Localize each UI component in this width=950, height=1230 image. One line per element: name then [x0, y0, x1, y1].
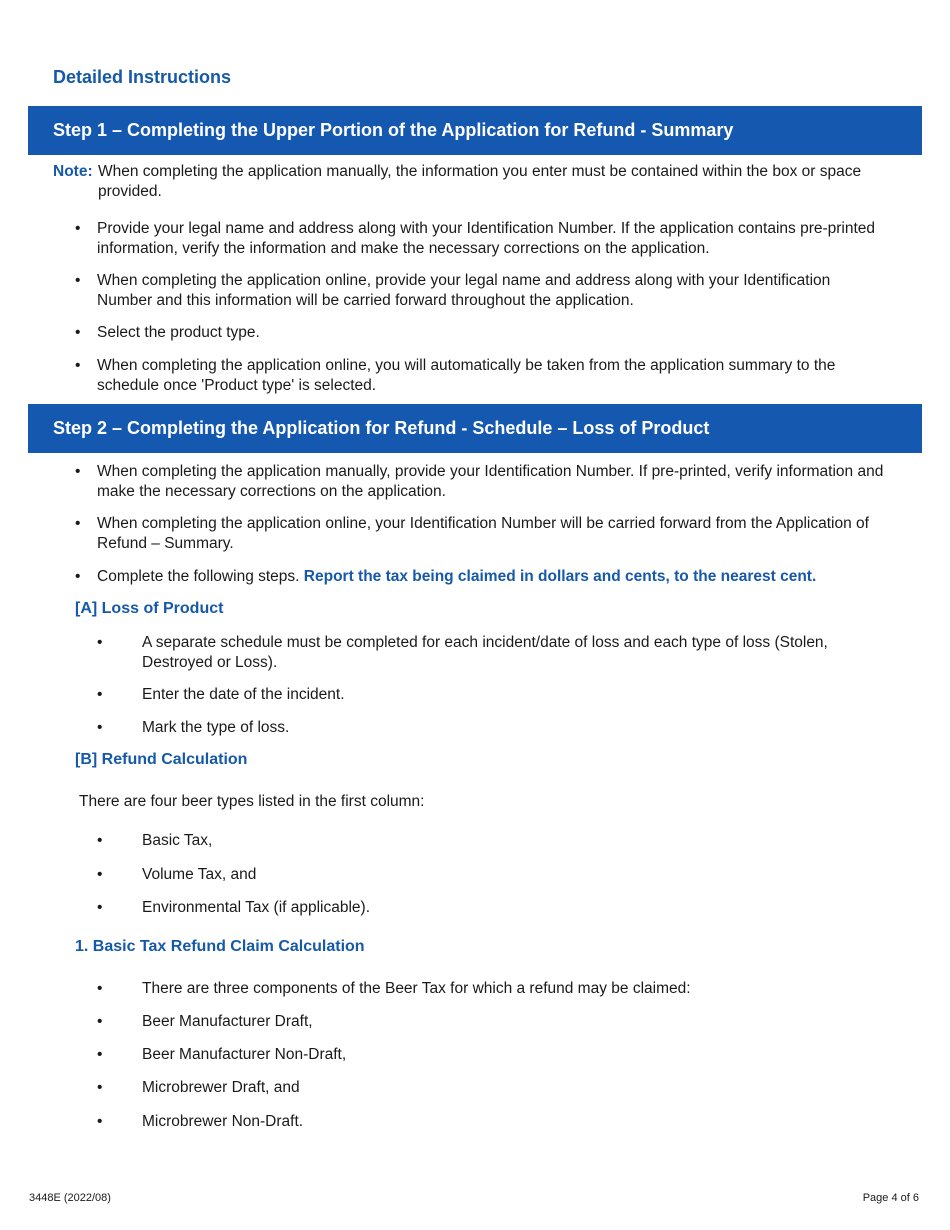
basic-item: Beer Manufacturer Draft, [142, 1013, 313, 1030]
basic-item: There are three components of the Beer Tax for which a refund may be claimed: [142, 980, 691, 997]
bullet-marker: • [97, 1113, 103, 1130]
note-text: When completing the application manually, the information you enter must be contained within the box or space provided. [98, 163, 862, 200]
step1-bullet: Select the product type. [97, 324, 260, 341]
bullet-marker: • [97, 686, 103, 703]
bullet-marker: • [75, 463, 81, 480]
bullet-marker: • [75, 568, 81, 585]
basic-tax-heading: 1. Basic Tax Refund Claim Calculation [75, 938, 365, 955]
bullet-marker: • [75, 357, 81, 374]
bullet-marker: • [97, 832, 103, 849]
bullet-marker: • [97, 866, 103, 883]
bullet-marker: • [97, 1046, 103, 1063]
page-number: Page 4 of 6 [862, 1192, 919, 1204]
refund-calculation-heading: [B] Refund Calculation [75, 751, 248, 768]
refund-item: Basic Tax, [142, 832, 213, 849]
bullet-marker: • [75, 515, 81, 532]
step1-bullet: Provide your legal name and address along with your Identification Number. If the application contains pre-printed information, verify the information and make the necessary corrections on the application. [97, 220, 876, 257]
refund-intro: There are four beer types listed in the first column: [79, 793, 425, 810]
refund-item: Environmental Tax (if applicable). [142, 899, 371, 916]
bullet-marker: • [75, 220, 81, 237]
loss-item: Mark the type of loss. [142, 719, 290, 736]
basic-item: Microbrewer Draft, and [142, 1079, 300, 1096]
bullet-marker: • [97, 1013, 103, 1030]
bullet-marker: • [97, 1079, 103, 1096]
refund-item: Volume Tax, and [142, 866, 257, 883]
loss-item: A separate schedule must be completed for each incident/date of loss and each type of loss (Stolen, Destroyed or Loss). [142, 634, 828, 671]
steps-text: Complete the following steps. [97, 568, 300, 585]
bullet-marker: • [97, 980, 103, 997]
loss-of-product-heading: [A] Loss of Product [75, 600, 224, 617]
step2-bullet: When completing the application manually, provide your Identification Number. If pre-printed, verify information and make the necessary corrections on the application. [97, 463, 884, 500]
section-title: Detailed Instructions [53, 67, 232, 87]
note-label: Note: [53, 163, 93, 180]
bullet-marker: • [97, 634, 103, 651]
basic-item: Beer Manufacturer Non-Draft, [142, 1046, 347, 1063]
steps-emphasis: Report the tax being claimed in dollars and cents, to the nearest cent. [303, 568, 817, 585]
bullet-marker: • [97, 899, 103, 916]
step1-bullet: When completing the application online, you will automatically be taken from the application summary to the schedule once 'Product type' is selected. [97, 357, 836, 394]
step2-banner: Step 2 – Completing the Application for Refund - Schedule – Loss of Product [28, 404, 922, 453]
loss-item: Enter the date of the incident. [142, 686, 345, 703]
steps-line [97, 567, 907, 587]
step1-bullet: When completing the application online, provide your legal name and address along with your Identification Number and this information will be carried forward throughout the application. [97, 272, 831, 309]
basic-item: Microbrewer Non-Draft. [142, 1113, 304, 1130]
bullet-marker: • [97, 719, 103, 736]
step1-banner: Step 1 – Completing the Upper Portion of the Application for Refund - Summary [28, 106, 922, 155]
step2-bullet: When completing the application online, your Identification Number will be carried forward from the Application of Refund – Summary. [97, 515, 869, 552]
form-id: 3448E (2022/08) [29, 1192, 111, 1204]
bullet-marker: • [75, 272, 81, 289]
bullet-marker: • [75, 324, 81, 341]
